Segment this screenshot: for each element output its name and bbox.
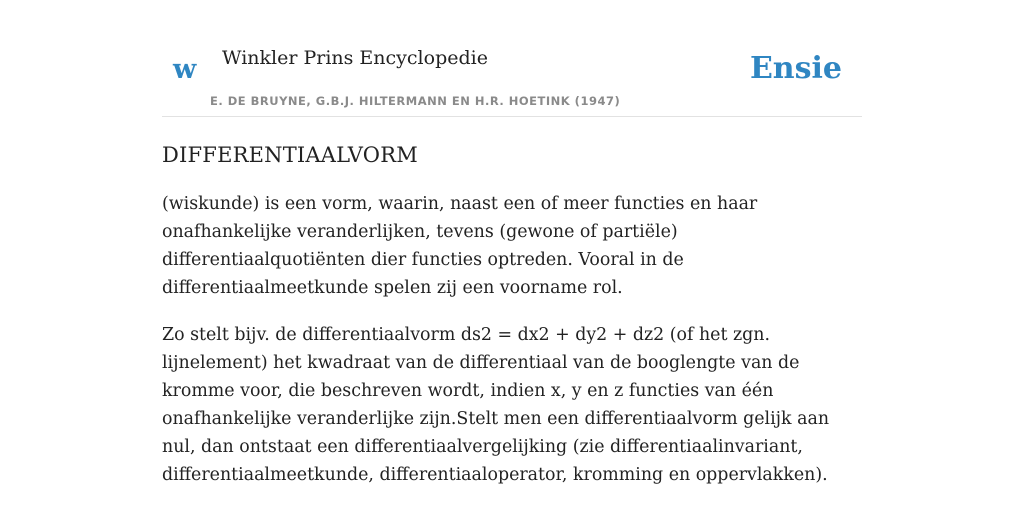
ensie-brand-logo[interactable]: Ensie <box>749 51 842 86</box>
encyclopedia-title[interactable]: Winkler Prins Encyclopedie <box>222 47 488 69</box>
article-paragraph: Zo stelt bijv. de differentiaalvorm ds2 = dx2 + dy2 + dz2 (of het zgn. lijnelement) het kwadraat van de differentiaal van de booglengte van de kromme voor, die beschreven wordt, indien x, y en z functies van één onafhankelijke veranderlijke zijn.Stelt men een differentiaalvorm gelijk aan nul, dan ontstaat een differentiaalvergelijking (zie differentiaalinvariant, differentiaalmeetkunde, differentiaaloperator, kromming en oppervlakken). <box>162 325 830 485</box>
article-title: DIFFERENTIAALVORM <box>162 143 418 167</box>
article-paragraph: (wiskunde) is een vorm, waarin, naast een of meer functies en haar onafhankelijke veranderlijken, tevens (gewone of partiële) differentiaalquotiënten dier functies optreden. Vooral in de differentiaalmeetkunde spelen zij een voorname rol. <box>162 194 758 298</box>
encyclopedia-authors: E. DE BRUYNE, G.B.J. HILTERMANN EN H.R. HOETINK (1947) <box>210 94 621 108</box>
encyclopedia-logo[interactable]: w <box>173 54 197 85</box>
page-header <box>162 0 862 117</box>
article-content <box>162 138 862 508</box>
